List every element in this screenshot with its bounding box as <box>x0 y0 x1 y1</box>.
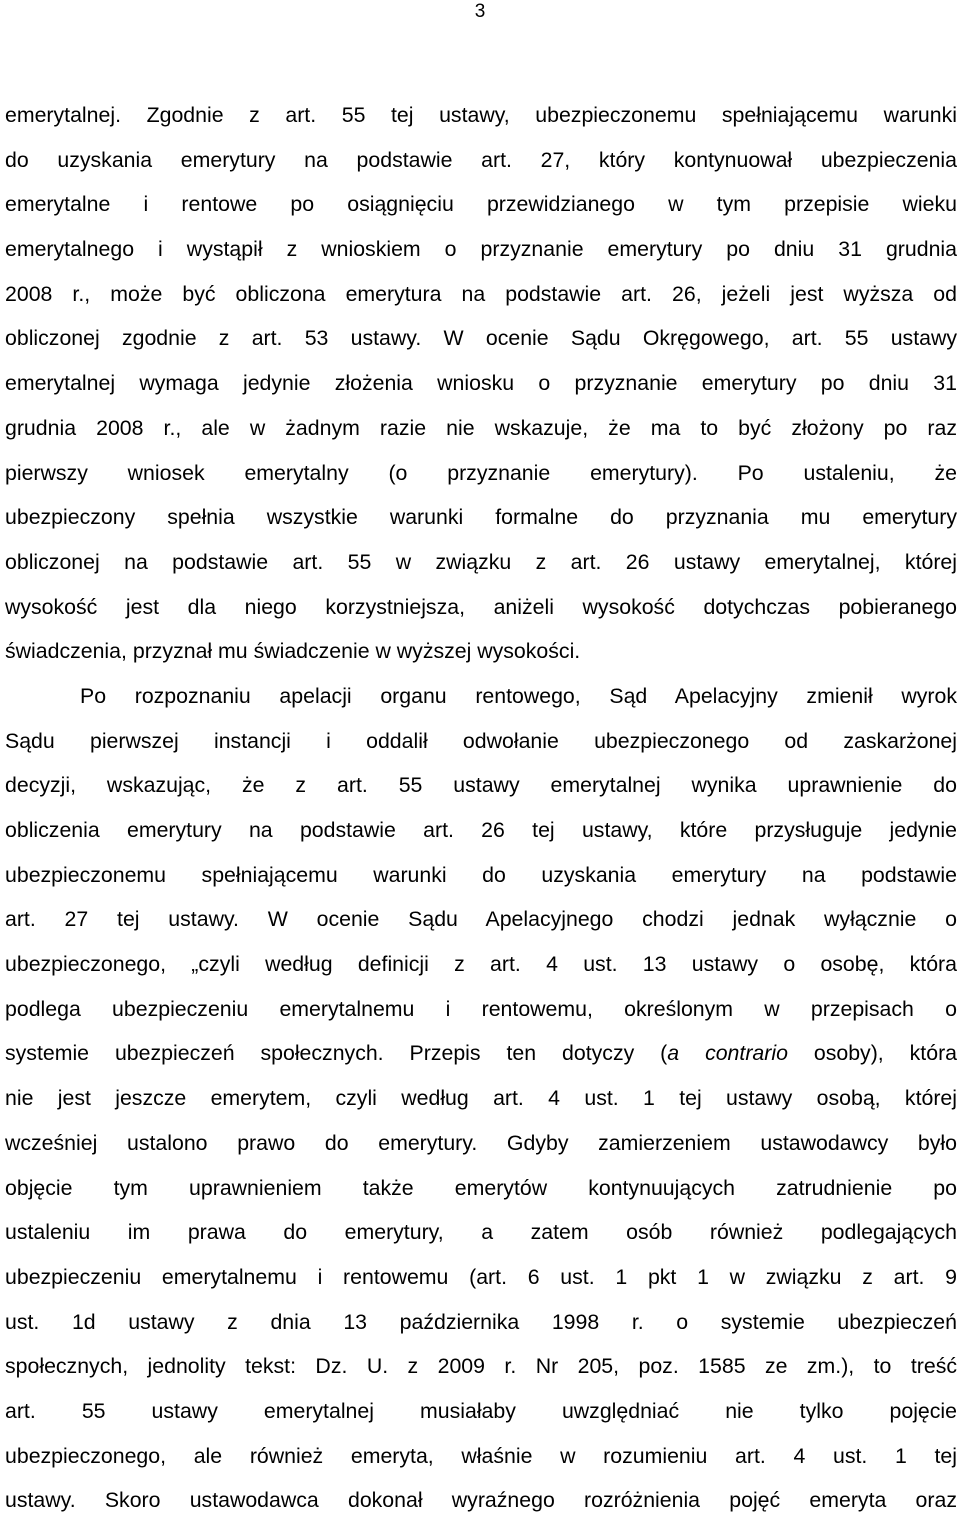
text-line: obliczonej zgodnie z art. 53 ustawy. W ocenie Sądu Okręgowego, art. 55 ustawy <box>5 326 957 351</box>
text-line: art. 55 ustawy emerytalnej musiałaby uwzględniać nie tylko pojęcie <box>5 1398 957 1423</box>
text-line: społecznych, jednolity tekst: Dz. U. z 2009 r. Nr 205, poz. 1585 ze zm.), to treść <box>5 1354 957 1379</box>
text-line: obliczonej na podstawie art. 55 w związku z art. 26 ustawy emerytalnej, której <box>5 549 957 574</box>
text-segment: systemie ubezpieczeń społecznych. Przepis ten dotyczy ( <box>5 1041 668 1066</box>
text-line: 2008 r., może być obliczona emerytura na podstawie art. 26, jeżeli jest wyższa od <box>5 281 957 306</box>
text-line: ubezpieczony spełnia wszystkie warunki formalne do przyznania mu emerytury <box>5 505 957 530</box>
text-line: ubezpieczonemu spełniającemu warunki do uzyskania emerytury na podstawie <box>5 862 957 887</box>
text-line: ubezpieczonego, „czyli według definicji z art. 4 ust. 13 ustawy o osobę, która <box>5 952 957 977</box>
text-line: objęcie tym uprawnieniem także emerytów kontynuujących zatrudnienie po <box>5 1175 957 1200</box>
text-line: wysokość jest dla niego korzystniejsza, aniżeli wysokość dotychczas pobieranego <box>5 594 957 619</box>
text-line-with-italic <box>5 1031 957 1076</box>
text-line: nie jest jeszcze emerytem, czyli według art. 4 ust. 1 tej ustawy osobą, której <box>5 1086 957 1111</box>
text-line: ustaleniu im prawa do emerytury, a zatem osób również podlegających <box>5 1220 957 1245</box>
text-line: art. 27 tej ustawy. W ocenie Sądu Apelacyjnego chodzi jednak wyłącznie o <box>5 907 957 932</box>
page-number: 3 <box>474 1 486 22</box>
paragraph-first-line: Po rozpoznaniu apelacji organu rentowego, Sąd Apelacyjny zmienił wyrok <box>80 683 957 708</box>
text-line: wcześniej ustalono prawo do emerytury. Gdyby zamierzeniem ustawodawcy było <box>5 1130 957 1155</box>
text-line: emerytalnej wymaga jedynie złożenia wniosku o przyznanie emerytury po dniu 31 <box>5 371 957 396</box>
text-line: ust. 1d ustawy z dnia 13 października 1998 r. o systemie ubezpieczeń <box>5 1309 957 1334</box>
text-line: ustawy. Skoro ustawodawca dokonał wyraźnego rozróżnienia pojęć emeryta oraz <box>5 1488 957 1513</box>
text-line: Sądu pierwszej instancji i oddalił odwołanie ubezpieczonego od zaskarżonej <box>5 728 957 753</box>
text-line: emerytalnej. Zgodnie z art. 55 tej ustawy, ubezpieczonemu spełniającemu warunki <box>5 103 957 127</box>
text-line: emerytalne i rentowe po osiągnięciu przewidzianego w tym przepisie wieku <box>5 192 957 217</box>
text-line: do uzyskania emerytury na podstawie art. 27, który kontynuował ubezpieczenia <box>5 147 957 172</box>
text-line: obliczenia emerytury na podstawie art. 26 tej ustawy, które przysługuje jedynie <box>5 818 957 842</box>
text-line: ubezpieczeniu emerytalnemu i rentowemu (art. 6 ust. 1 pkt 1 w związku z art. 9 <box>5 1264 957 1289</box>
italic-term: a contrario <box>667 1041 788 1066</box>
text-line: grudnia 2008 r., ale w żadnym razie nie wskazuje, że ma to być złożony po raz <box>5 415 957 440</box>
text-line: podlega ubezpieczeniu emerytalnemu i rentowemu, określonym w przepisach o <box>5 996 957 1021</box>
text-line: ubezpieczonego, ale również emeryta, właśnie w rozumieniu art. 4 ust. 1 tej <box>5 1443 957 1468</box>
text-line: decyzji, wskazując, że z art. 55 ustawy emerytalnej wynika uprawnienie do <box>5 773 957 798</box>
paragraph-end-line: świadczenia, przyznał mu świadczenie w wyższej wysokości. <box>5 639 581 664</box>
text-line: pierwszy wniosek emerytalny (o przyznanie emerytury). Po ustaleniu, że <box>5 460 957 485</box>
text-segment: osoby), która <box>787 1041 958 1066</box>
document-body <box>5 93 957 1523</box>
text-line: emerytalnego i wystąpił z wnioskiem o przyznanie emerytury po dniu 31 grudnia <box>5 237 957 262</box>
